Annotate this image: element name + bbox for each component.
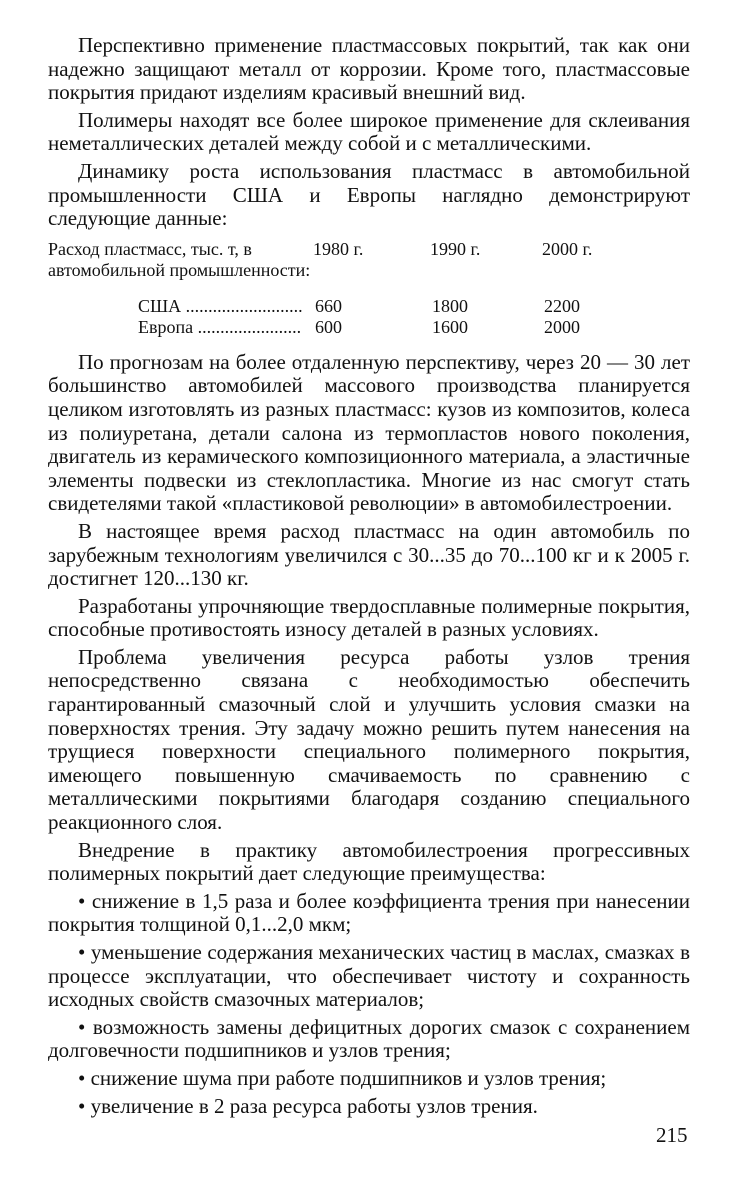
page-number: 215 <box>656 1123 688 1147</box>
paragraph: В настоящее время расход пластмасс на один автомобиль по зарубежным технологиям увеличился с 30...35 до 70...100 кг и к 2005 г. достигнет 120...130 кг. <box>48 518 690 591</box>
table-label: Расход пластмасс, тыс. т, в автомобильной промышленности: <box>48 238 311 280</box>
paragraph: Перспективно применение пластмассовых покрытий, так как они надежно защищают металл от коррозии. Кроме того, пластмассовые покрытия придают изделиям красивый внешний вид. <box>48 33 690 105</box>
list-item: • возможность замены дефицитных дорогих смазок с сохранением долговечности подшипников и узлов трения; <box>48 1014 690 1063</box>
list-item: • снижение шума при работе подшипников и узлов трения; <box>78 1065 607 1090</box>
table-row <box>48 317 690 338</box>
data-table <box>48 239 690 338</box>
paragraph: Проблема увеличения ресурса работы узлов трения непосредственно связана с необходимостью обеспечить гарантированный смазочный слой и улучшить условия смазки на поверхностях трения. Эту задачу можно решить путем нанесения на трущиеся поверхности специального полимерного покрытия, имеющего повышенную смачиваемость по сравнению с металлическими покрытиями благодаря созданию специального реакционного слоя. <box>48 644 690 835</box>
year-header: 1980 г. <box>313 238 364 259</box>
country-label: США .......................... <box>138 295 303 316</box>
year-header: 1990 г. <box>430 238 481 259</box>
list-item: • уменьшение содержания механических частиц в маслах, смазках в процессе эксплуатации, что обеспечивает чистоту и сохранность исходных свойств смазочных материалов; <box>48 940 690 1012</box>
list-item: • снижение в 1,5 раза и более коэффициента трения при нанесении покрытия толщиной 0,1...2,0 мкм; <box>48 888 690 937</box>
list-item: • увеличение в 2 раза ресурса работы узлов трения. <box>78 1093 538 1118</box>
table-cell: 660 <box>315 295 342 316</box>
year-header: 2000 г. <box>542 238 593 259</box>
table-cell: 2200 <box>544 295 580 316</box>
paragraph: Динамику роста использования пластмасс в автомобильной промышленности США и Европы наглядно демонстрируют следующие данные: <box>48 158 690 231</box>
table-cell: 1600 <box>432 316 468 337</box>
paragraph: По прогнозам на более отдаленную перспективу, через 20 — 30 лет большинство автомобилей массового производства планируется целиком изготовлять из разных пластмасс: кузов из композитов, колеса из полиуретана, детали салона из термопластов нового поколения, двигатель из керамического композиционного материала, а эластичные элементы подвески из стеклопластика. Многие из нас смогут стать свидетелями такой «пластиковой революции» в автомобилестроении. <box>48 349 690 516</box>
paragraph: Разработаны упрочняющие твердосплавные полимерные покрытия, способные противостоять износу деталей в разных условиях. <box>48 593 690 642</box>
table-cell: 600 <box>315 316 342 337</box>
paragraph: Внедрение в практику автомобилестроения прогрессивных полимерных покрытий дает следующие преимущества: <box>48 837 690 886</box>
table-cell: 2000 <box>544 316 580 337</box>
paragraph: Полимеры находят все более широкое применение для склеивания неметаллических деталей между собой и с металлическими. <box>48 107 690 156</box>
table-cell: 1800 <box>432 295 468 316</box>
country-label: Европа ....................... <box>138 316 302 337</box>
table-header <box>48 239 690 281</box>
page-body <box>48 34 690 1122</box>
table-row <box>48 296 690 317</box>
